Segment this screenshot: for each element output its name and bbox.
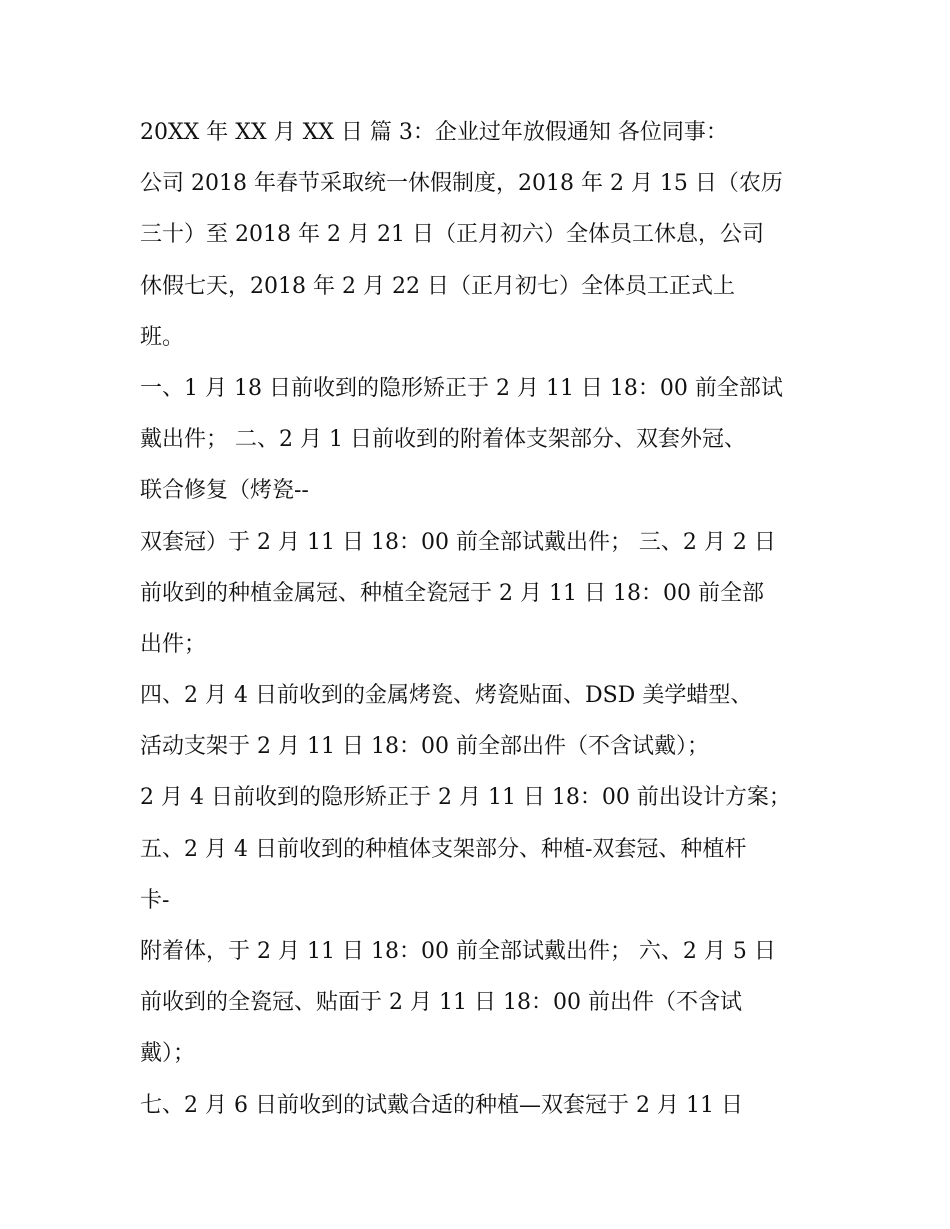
document-line-18: 前收到的全瓷冠、贴面于 2 月 11 日 18：00 前出件（不含试	[140, 990, 742, 1016]
document-line-17: 附着体，于 2 月 11 日 18：00 前全部试戴出件； 六、2 月 5 日	[140, 939, 776, 964]
document-line-7: 戴出件； 二、2 月 1 日前收到的附着体支架部分、双套外冠、	[140, 427, 746, 453]
document-line-3: 三十）至 2018 年 2 月 21 日（正月初六）全体员工休息，公司	[140, 222, 764, 248]
document-line-4: 休假七天，2018 年 2 月 22 日（正月初七）全体员工正式上	[140, 273, 735, 299]
document-line-12: 四、2 月 4 日前收到的金属烤瓷、烤瓷贴面、DSD 美学蜡型、	[140, 683, 753, 709]
document-line-9: 双套冠）于 2 月 11 日 18：00 前全部试戴出件； 三、2 月 2 日	[140, 529, 776, 555]
document-line-19: 戴）；	[140, 1041, 196, 1067]
document-body	[140, 107, 830, 1131]
document-line-11: 出件；	[140, 631, 207, 657]
document-line-15: 五、2 月 4 日前收到的种植体支架部分、种植-双套冠、种植杆	[140, 836, 747, 862]
document-line-16: 卡-	[140, 887, 170, 913]
document-line-14: 2 月 4 日前收到的隐形矫正于 2 月 11 日 18：00 前出设计方案；	[140, 785, 791, 811]
document-line-1: 20XX 年 XX 月 XX 日 篇 3：企业过年放假通知 各位同事：	[140, 120, 728, 145]
document-line-5: 班。	[140, 324, 185, 350]
document-line-10: 前收到的种植金属冠、种植全瓷冠于 2 月 11 日 18：00 前全部	[140, 580, 764, 606]
document-line-8: 联合修复（烤瓷--	[140, 478, 309, 504]
document-line-2: 公司 2018 年春节采取统一休假制度，2018 年 2 月 15 日（农历	[140, 171, 783, 197]
document-line-6: 一、1 月 18 日前收到的隐形矫正于 2 月 11 日 18：00 前全部试	[140, 375, 783, 401]
document-line-13: 活动支架于 2 月 11 日 18：00 前全部出件（不含试戴）；	[140, 734, 709, 760]
document-line-20: 七、2 月 6 日前收到的试戴合适的种植—双套冠于 2 月 11 日	[140, 1092, 743, 1118]
